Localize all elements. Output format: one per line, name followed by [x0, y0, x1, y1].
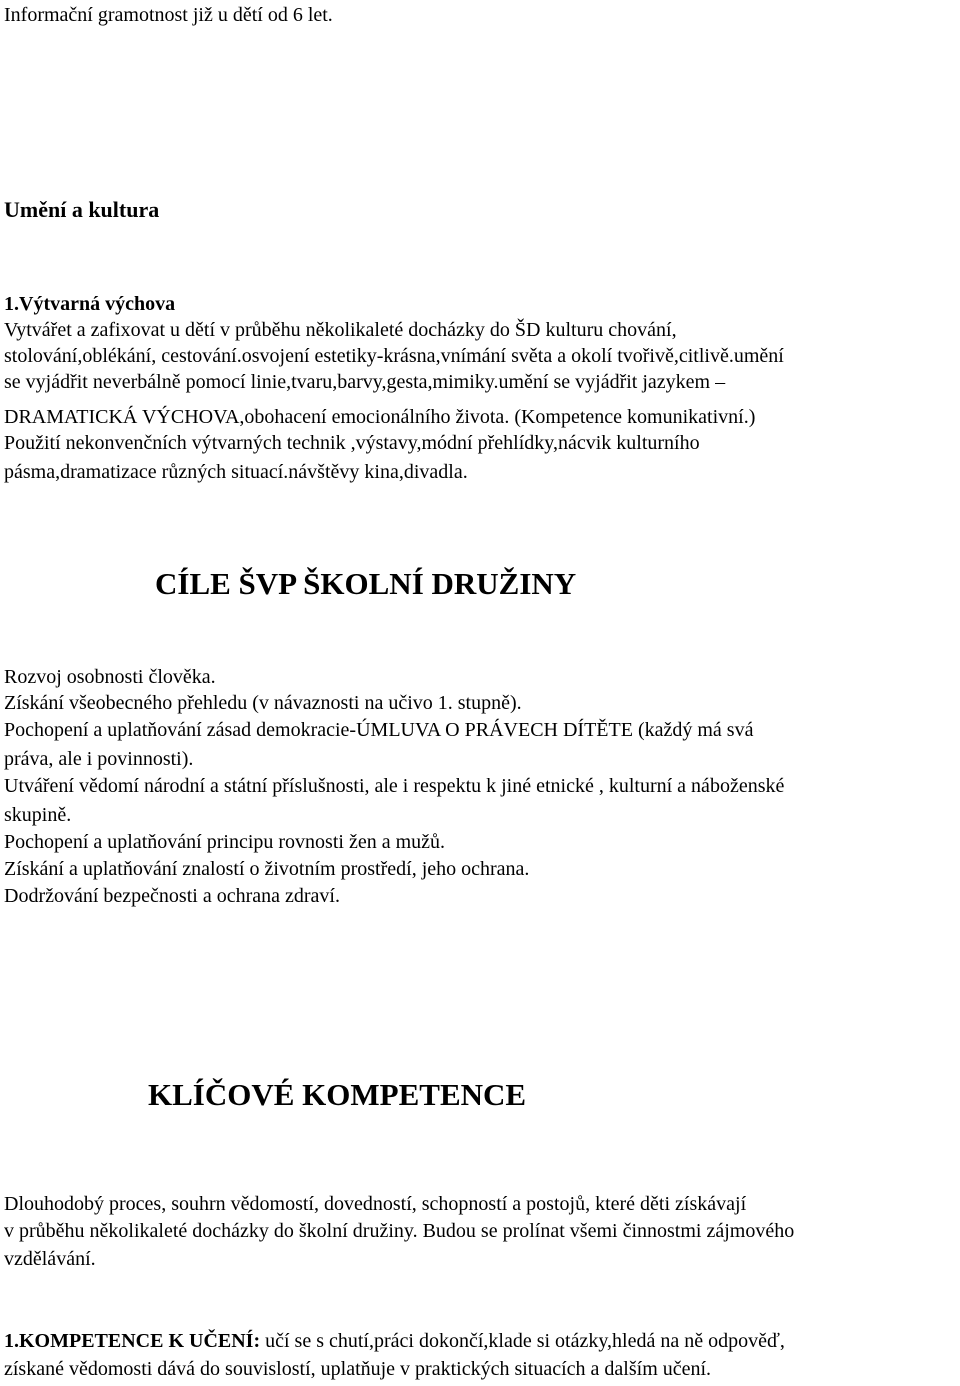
competence-item-1-lead: 1.KOMPETENCE K UČENÍ: — [4, 1330, 261, 1352]
goals-line-7: Pochopení a uplatňování principu rovnosti žen a mužů. — [4, 831, 446, 853]
art-line-3: se vyjádřit neverbálně pomocí linie,tvaru,barvy,gesta,mimiky.umění se vyjádřit jazykem – — [4, 371, 726, 393]
goals-line-3: Pochopení a uplatňování zásad demokracie-ÚMLUVA O PRÁVECH DÍTĚTE (každý má svá — [4, 719, 754, 741]
art-line-5: Použití nekonvenčních výtvarných technik ,výstavy,módní přehlídky,nácvik kulturního — [4, 432, 700, 454]
section-heading-competences: KLÍČOVÉ KOMPETENCE — [148, 1077, 527, 1112]
art-line-1: Vytvářet a zafixovat u dětí v průběhu několikaleté docházky do ŠD kulturu chování, — [4, 319, 677, 341]
art-line-6: pásma,dramatizace různých situací.návštěvy kina,divadla. — [4, 461, 468, 483]
competence-item-1-text: učí se s chutí,práci dokončí,klade si otázky,hledá na ně odpověď, — [260, 1330, 785, 1352]
goals-line-4: práva, ale i povinnosti). — [4, 748, 194, 770]
goals-line-8: Získání a uplatňování znalostí o životním prostředí, jeho ochrana. — [4, 858, 530, 880]
competences-line-2: v průběhu několikaleté docházky do školní družiny. Budou se prolínat všemi činnostmi zájmového — [4, 1220, 795, 1242]
goals-line-1: Rozvoj osobnosti člověka. — [4, 666, 216, 688]
competence-item-1 — [4, 1328, 785, 1354]
goals-line-9: Dodržování bezpečnosti a ochrana zdraví. — [4, 885, 340, 907]
goals-line-2: Získání všeobecného přehledu (v návaznosti na učivo 1. stupně). — [4, 692, 522, 714]
section-heading-art: Umění a kultura — [4, 197, 160, 222]
art-line-2: stolování,oblékání, cestování.osvojení estetiky-krásna,vnímání světa a okolí tvořivě,citlivě.umění — [4, 345, 784, 367]
intro-line: Informační gramotnost již u dětí od 6 let. — [4, 4, 333, 26]
goals-line-6: skupině. — [4, 804, 72, 826]
competence-item-1-line-2: získané vědomosti dává do souvislostí, uplatňuje v praktických situacích a dalším učení. — [4, 1358, 712, 1380]
competences-line-1: Dlouhodobý proces, souhrn vědomostí, dovedností, schopností a postojů, které děti získávají — [4, 1193, 747, 1215]
goals-line-5: Utváření vědomí národní a státní příslušnosti, ale i respektu k jiné etnické , kulturní a náboženské — [4, 775, 785, 797]
competences-line-3: vzdělávání. — [4, 1248, 96, 1270]
section-subheading-art: 1.Výtvarná výchova — [4, 293, 176, 315]
art-line-4: DRAMATICKÁ VÝCHOVA,obohacení emocionálního života. (Kompetence komunikativní.) — [4, 406, 756, 428]
section-heading-goals: CÍLE ŠVP ŠKOLNÍ DRUŽINY — [155, 566, 577, 601]
